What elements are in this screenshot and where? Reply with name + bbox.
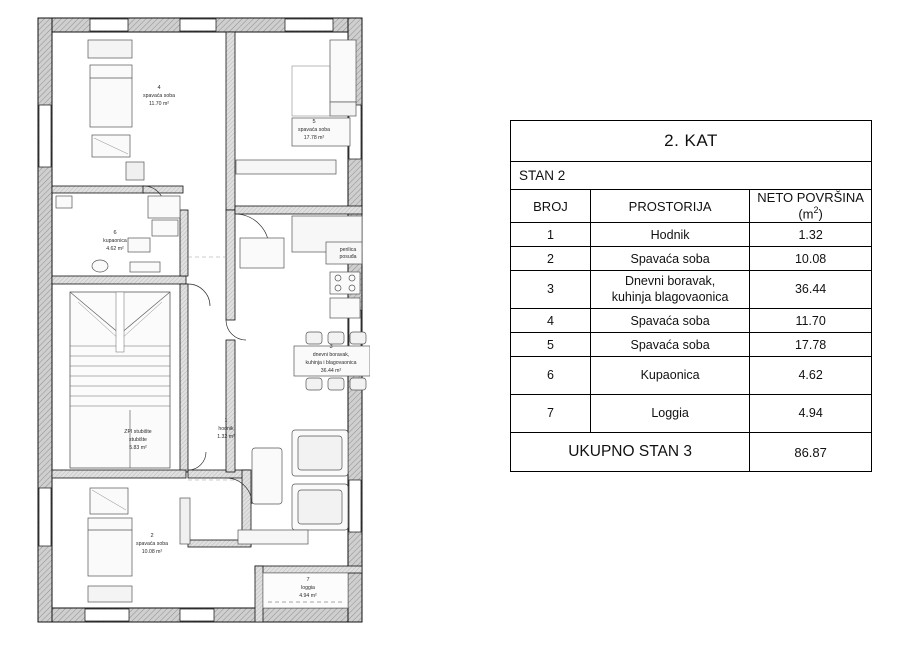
table-row <box>511 309 872 333</box>
room-3-name-line2: kuhinja i blagovaonica <box>305 360 357 366</box>
room-2-name: spavaća soba <box>135 541 169 547</box>
row-2-neto: 10.08 <box>750 247 872 271</box>
bedroom-5-furniture <box>236 40 356 174</box>
plan-title: 2. KAT <box>511 121 872 162</box>
row-6-neto: 4.62 <box>750 357 872 395</box>
header-neto-text: NETO POVRŠINA (m <box>757 190 864 222</box>
room-3-area: 36.44 m² <box>320 368 342 374</box>
area-schedule-panel <box>510 120 872 472</box>
row-5-broj: 5 <box>511 333 591 357</box>
staircase <box>70 292 170 468</box>
room-5-number: 5 <box>312 119 316 125</box>
row-4-broj: 4 <box>511 309 591 333</box>
total-value: 86.87 <box>750 433 872 472</box>
room-6-number: 6 <box>113 230 117 236</box>
row-1-prostorija: Hodnik <box>590 223 749 247</box>
row-3-broj: 3 <box>511 271 591 309</box>
header-neto-sup: 2 <box>813 205 819 216</box>
row-1-broj: 1 <box>511 223 591 247</box>
room-1-area: 1.32 m² <box>217 434 235 440</box>
room-5-area: 17.78 m² <box>303 135 325 141</box>
header-neto-end: ) <box>818 206 823 222</box>
room-5-name: spavaća soba <box>297 127 331 133</box>
staircase-label: ZPI stubište <box>124 429 152 435</box>
row-2-prostorija: Spavaća soba <box>590 247 749 271</box>
row-7-prostorija: Loggia <box>590 395 749 433</box>
floor-plan-drawing <box>30 10 370 630</box>
table-header-row <box>511 190 872 223</box>
staircase-sub: stubište <box>129 437 147 443</box>
row-4-neto: 11.70 <box>750 309 872 333</box>
row-7-neto: 4.94 <box>750 395 872 433</box>
row-5-neto: 17.78 <box>750 333 872 357</box>
room-6-name: kupaonica <box>103 238 127 244</box>
row-1-neto: 1.32 <box>750 223 872 247</box>
kitchen-units <box>240 216 362 318</box>
table-row <box>511 223 872 247</box>
room-4-name: spavaća soba <box>142 93 176 99</box>
table-total-row <box>511 433 872 472</box>
header-broj: BROJ <box>511 190 591 223</box>
area-schedule-table <box>510 120 872 472</box>
row-6-broj: 6 <box>511 357 591 395</box>
room-6-area: 4.62 m² <box>106 246 124 252</box>
row-5-prostorija: Spavaća soba <box>590 333 749 357</box>
table-title-row <box>511 121 872 162</box>
room-7-name: loggia <box>301 585 315 591</box>
table-unit-row <box>511 162 872 190</box>
dishwasher-annotation-line1: perilica <box>339 247 357 253</box>
table-row <box>511 333 872 357</box>
room-7-number: 7 <box>306 577 310 583</box>
row-2-broj: 2 <box>511 247 591 271</box>
room-4-number: 4 <box>157 85 161 91</box>
room-4-area: 11.70 m² <box>148 101 170 107</box>
header-neto-povrsina <box>750 190 872 223</box>
row-3-neto: 36.44 <box>750 271 872 309</box>
row-4-prostorija: Spavaća soba <box>590 309 749 333</box>
row-6-prostorija: Kupaonica <box>590 357 749 395</box>
room-3-number: 3 <box>329 344 333 350</box>
room-2-number: 2 <box>150 533 154 539</box>
row-7-broj: 7 <box>511 395 591 433</box>
table-row <box>511 395 872 433</box>
dishwasher-annotation-line2: posuđa <box>339 254 357 260</box>
room-7-area: 4.94 m² <box>299 593 317 599</box>
header-prostorija: PROSTORIJA <box>590 190 749 223</box>
room-1-name: hodnik <box>218 426 234 432</box>
total-label: UKUPNO STAN 3 <box>511 433 750 472</box>
room-3-name-line1: dnevni boravak, <box>312 352 350 358</box>
bedroom-4-furniture <box>88 40 144 180</box>
room-2-area: 10.08 m² <box>141 549 163 555</box>
row-3-prostorija: Dnevni boravak, kuhinja blagovaonica <box>590 271 749 309</box>
room-1-number: 1 <box>224 418 228 424</box>
table-row <box>511 271 872 309</box>
bathroom-fixtures <box>56 196 180 272</box>
staircase-area: 5.83 m² <box>129 445 147 451</box>
table-row <box>511 247 872 271</box>
living-room-furniture <box>238 430 348 544</box>
table-row <box>511 357 872 395</box>
unit-label: STAN 2 <box>511 162 872 190</box>
